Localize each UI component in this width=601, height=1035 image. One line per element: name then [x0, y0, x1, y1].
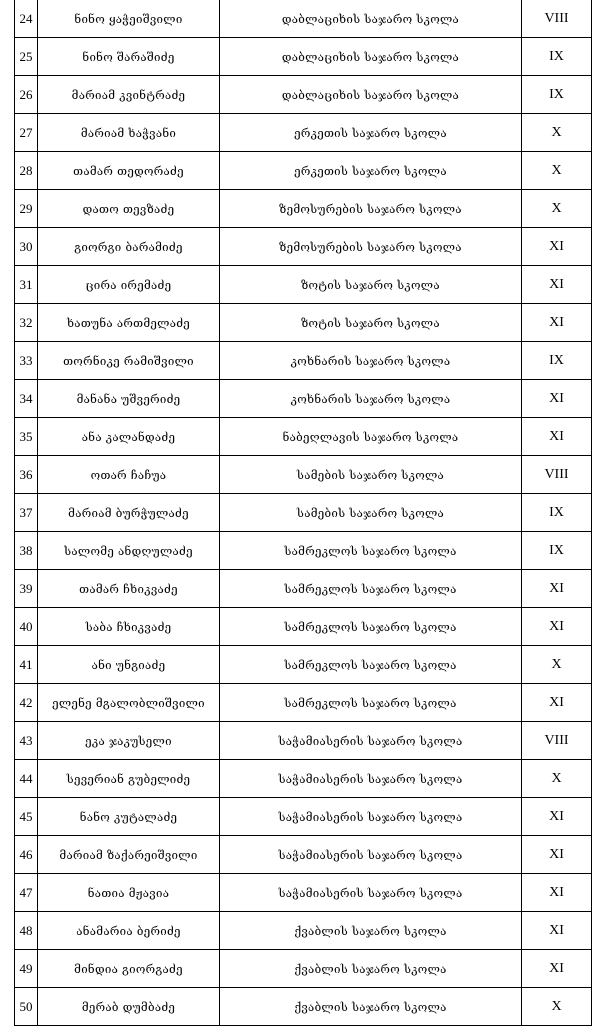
- table-body: [15, 0, 592, 1026]
- grade-cell: X: [522, 152, 592, 190]
- table-row: [15, 266, 592, 304]
- grade-cell: IX: [522, 38, 592, 76]
- row-number-cell: 25: [15, 38, 38, 76]
- school-name-cell: საჭამიასერის საჯარო სკოლა: [220, 874, 522, 912]
- row-number-cell: 33: [15, 342, 38, 380]
- table-row: [15, 532, 592, 570]
- table-row: [15, 912, 592, 950]
- student-name-cell: ცირა ირემაძე: [38, 266, 220, 304]
- row-number-cell: 41: [15, 646, 38, 684]
- table-row: [15, 418, 592, 456]
- row-number-cell: 39: [15, 570, 38, 608]
- student-name-cell: ხათუნა ართმელაძე: [38, 304, 220, 342]
- student-name-cell: მანანა უშვერიძე: [38, 380, 220, 418]
- row-number-cell: 24: [15, 0, 38, 38]
- grade-cell: X: [522, 760, 592, 798]
- school-name-cell: ქვაბლის საჯარო სკოლა: [220, 950, 522, 988]
- row-number-cell: 47: [15, 874, 38, 912]
- grade-cell: XI: [522, 874, 592, 912]
- school-name-cell: სამრეკლოს საჯარო სკოლა: [220, 570, 522, 608]
- school-name-cell: საჭამიასერის საჯარო სკოლა: [220, 722, 522, 760]
- school-name-cell: სამრეკლოს საჯარო სკოლა: [220, 532, 522, 570]
- row-number-cell: 37: [15, 494, 38, 532]
- school-name-cell: ზოტის საჯარო სკოლა: [220, 304, 522, 342]
- table-row: [15, 228, 592, 266]
- grade-cell: XI: [522, 912, 592, 950]
- table-row: [15, 798, 592, 836]
- student-name-cell: საბა ჩხიკვაძე: [38, 608, 220, 646]
- grade-cell: IX: [522, 76, 592, 114]
- table-row: [15, 722, 592, 760]
- school-name-cell: სამების საჯარო სკოლა: [220, 494, 522, 532]
- grade-cell: IX: [522, 342, 592, 380]
- school-name-cell: ზემოსურების საჯარო სკოლა: [220, 190, 522, 228]
- table-row: [15, 494, 592, 532]
- row-number-cell: 46: [15, 836, 38, 874]
- grade-cell: XI: [522, 570, 592, 608]
- table-row: [15, 380, 592, 418]
- student-name-cell: ნინო ყაჭეიშვილი: [38, 0, 220, 38]
- table-row: [15, 684, 592, 722]
- school-name-cell: სამების საჯარო სკოლა: [220, 456, 522, 494]
- student-name-cell: მარიამ ბურჭულაძე: [38, 494, 220, 532]
- table-row: [15, 76, 592, 114]
- grade-cell: VIII: [522, 722, 592, 760]
- school-name-cell: ერკეთის საჯარო სკოლა: [220, 114, 522, 152]
- student-name-cell: სალომე ანდღულაძე: [38, 532, 220, 570]
- school-name-cell: ზემოსურების საჯარო სკოლა: [220, 228, 522, 266]
- table-row: [15, 152, 592, 190]
- grade-cell: X: [522, 190, 592, 228]
- row-number-cell: 50: [15, 988, 38, 1026]
- table-row: [15, 0, 592, 38]
- student-name-cell: თამარ თედორაძე: [38, 152, 220, 190]
- grade-cell: X: [522, 114, 592, 152]
- table-row: [15, 342, 592, 380]
- row-number-cell: 36: [15, 456, 38, 494]
- grade-cell: IX: [522, 532, 592, 570]
- school-name-cell: საჭამიასერის საჯარო სკოლა: [220, 798, 522, 836]
- grade-cell: XI: [522, 304, 592, 342]
- student-name-cell: ანი უნგიაძე: [38, 646, 220, 684]
- school-name-cell: საჭამიასერის საჯარო სკოლა: [220, 760, 522, 798]
- student-name-cell: ნანო კუტალაძე: [38, 798, 220, 836]
- student-name-cell: მარიამ ხაჭვანი: [38, 114, 220, 152]
- student-name-cell: ნინო შარაშიძე: [38, 38, 220, 76]
- student-name-cell: ნათია მჟავია: [38, 874, 220, 912]
- school-name-cell: ნაბეღლავის საჯარო სკოლა: [220, 418, 522, 456]
- row-number-cell: 31: [15, 266, 38, 304]
- table-row: [15, 646, 592, 684]
- school-name-cell: კოხნარის საჯარო სკოლა: [220, 380, 522, 418]
- grade-cell: XI: [522, 418, 592, 456]
- school-name-cell: კოხნარის საჯარო სკოლა: [220, 342, 522, 380]
- student-name-cell: თამარ ჩხიკვაძე: [38, 570, 220, 608]
- grade-cell: VIII: [522, 456, 592, 494]
- table-row: [15, 304, 592, 342]
- table-row: [15, 38, 592, 76]
- student-name-cell: ეკა ჯაკუსელი: [38, 722, 220, 760]
- student-name-cell: თორნიკე რამიშვილი: [38, 342, 220, 380]
- student-name-cell: ანა კალანდაძე: [38, 418, 220, 456]
- school-name-cell: ზოტის საჯარო სკოლა: [220, 266, 522, 304]
- row-number-cell: 29: [15, 190, 38, 228]
- row-number-cell: 45: [15, 798, 38, 836]
- grade-cell: XI: [522, 950, 592, 988]
- student-name-cell: მინდია გიორგაძე: [38, 950, 220, 988]
- student-name-cell: დათო თევზაძე: [38, 190, 220, 228]
- table-row: [15, 114, 592, 152]
- school-name-cell: ერკეთის საჯარო სკოლა: [220, 152, 522, 190]
- school-name-cell: დაბლაციხის საჯარო სკოლა: [220, 0, 522, 38]
- school-name-cell: დაბლაციხის საჯარო სკოლა: [220, 38, 522, 76]
- row-number-cell: 34: [15, 380, 38, 418]
- student-name-cell: სევერიან გუბელიძე: [38, 760, 220, 798]
- row-number-cell: 27: [15, 114, 38, 152]
- table-row: [15, 950, 592, 988]
- table-row: [15, 570, 592, 608]
- school-name-cell: ქვაბლის საჯარო სკოლა: [220, 912, 522, 950]
- grade-cell: X: [522, 646, 592, 684]
- table-row: [15, 988, 592, 1026]
- school-name-cell: სამრეკლოს საჯარო სკოლა: [220, 608, 522, 646]
- student-name-cell: მარიამ კვინტრაძე: [38, 76, 220, 114]
- school-name-cell: ქვაბლის საჯარო სკოლა: [220, 988, 522, 1026]
- participants-table: [14, 0, 592, 1026]
- table-row: [15, 608, 592, 646]
- student-name-cell: მერაბ დუმბაძე: [38, 988, 220, 1026]
- school-name-cell: სამრეკლოს საჯარო სკოლა: [220, 646, 522, 684]
- row-number-cell: 30: [15, 228, 38, 266]
- grade-cell: X: [522, 988, 592, 1026]
- grade-cell: IX: [522, 494, 592, 532]
- table-row: [15, 760, 592, 798]
- grade-cell: XI: [522, 608, 592, 646]
- row-number-cell: 40: [15, 608, 38, 646]
- grade-cell: XI: [522, 684, 592, 722]
- grade-cell: XI: [522, 798, 592, 836]
- row-number-cell: 26: [15, 76, 38, 114]
- table-row: [15, 456, 592, 494]
- school-name-cell: საჭამიასერის საჯარო სკოლა: [220, 836, 522, 874]
- student-name-cell: ელენე მგალობლიშვილი: [38, 684, 220, 722]
- student-name-cell: ოთარ ჩაჩუა: [38, 456, 220, 494]
- table-row: [15, 874, 592, 912]
- student-name-cell: ანამარია ბერიძე: [38, 912, 220, 950]
- row-number-cell: 32: [15, 304, 38, 342]
- table-row: [15, 190, 592, 228]
- row-number-cell: 43: [15, 722, 38, 760]
- row-number-cell: 42: [15, 684, 38, 722]
- row-number-cell: 35: [15, 418, 38, 456]
- grade-cell: XI: [522, 228, 592, 266]
- grade-cell: XI: [522, 266, 592, 304]
- student-name-cell: მარიამ ზაქარეიშვილი: [38, 836, 220, 874]
- row-number-cell: 44: [15, 760, 38, 798]
- row-number-cell: 48: [15, 912, 38, 950]
- row-number-cell: 49: [15, 950, 38, 988]
- school-name-cell: დაბლაციხის საჯარო სკოლა: [220, 76, 522, 114]
- table-row: [15, 836, 592, 874]
- school-name-cell: სამრეკლოს საჯარო სკოლა: [220, 684, 522, 722]
- grade-cell: VIII: [522, 0, 592, 38]
- grade-cell: XI: [522, 380, 592, 418]
- grade-cell: XI: [522, 836, 592, 874]
- row-number-cell: 28: [15, 152, 38, 190]
- row-number-cell: 38: [15, 532, 38, 570]
- student-name-cell: გიორგი ბარამიძე: [38, 228, 220, 266]
